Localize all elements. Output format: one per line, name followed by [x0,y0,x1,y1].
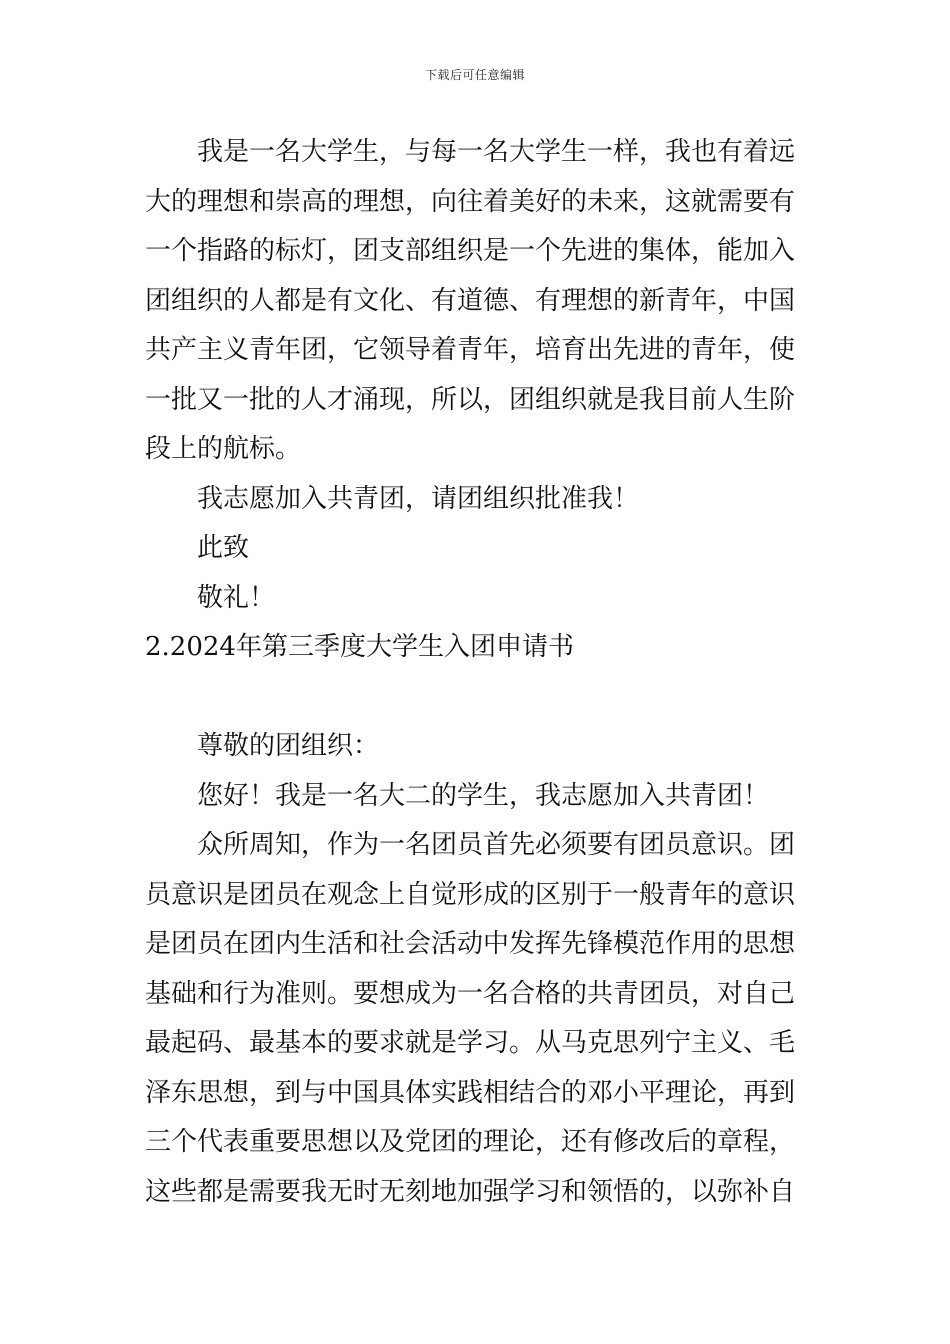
paragraph-line: 大的理想和崇高的理想，向往着美好的未来，这就需要有 [145,186,796,217]
paragraph-line: 段上的航标。 [145,434,302,464]
paragraph-line: 我是一名大学生，与每一名大学生一样，我也有着远 [197,137,796,167]
paragraph-line: 一批又一批的人才涌现，所以，团组织就是我目前人生阶 [145,384,796,415]
greeting: 您好！我是一名大二的学生，我志愿加入共青团！ [197,780,770,811]
section-title: 2.2024年第三季度大学生入团申请书 [145,632,574,662]
page-header-note: 下载后可任意编辑 [424,68,525,82]
paragraph-line: 共产主义青年团，它领导着青年，培育出先进的青年，使 [145,335,796,365]
salutation: 尊敬的团组织： [197,731,380,761]
paragraph-line: 基础和行为准则。要想成为一名合格的共青团员，对自己 [145,978,796,1009]
paragraph-line: 最起码、最基本的要求就是学习。从马克思列宁主义、毛 [145,1028,796,1058]
wish-line: 我志愿加入共青团，请团组织批准我！ [197,483,640,514]
paragraph-line: 一个指路的标灯，团支部组织是一个先进的集体，能加入 [145,236,796,266]
paragraph-line: 这些都是需要我无时无刻地加强学习和领悟的，以弥补自 [145,1176,796,1207]
document-body [145,128,810,1217]
paragraph-line: 三个代表重要思想以及党团的理论，还有修改后的章程， [145,1127,796,1157]
blank-gap [145,673,810,723]
closing-line: 此致 [197,533,250,563]
paragraph-line: 是团员在团内生活和社会活动中发挥先锋模范作用的思想 [145,929,796,959]
closing-line: 敬礼！ [197,582,276,613]
paragraph-line: 员意识是团员在观念上自觉形成的区别于一般青年的意识 [145,879,796,910]
paragraph-line: 团组织的人都是有文化、有道德、有理想的新青年，中国 [145,285,796,316]
paragraph-line: 众所周知，作为一名团员首先必须要有团员意识。团 [197,830,796,860]
paragraph-line: 泽东思想，到与中国具体实践相结合的邓小平理论，再到 [145,1077,796,1108]
